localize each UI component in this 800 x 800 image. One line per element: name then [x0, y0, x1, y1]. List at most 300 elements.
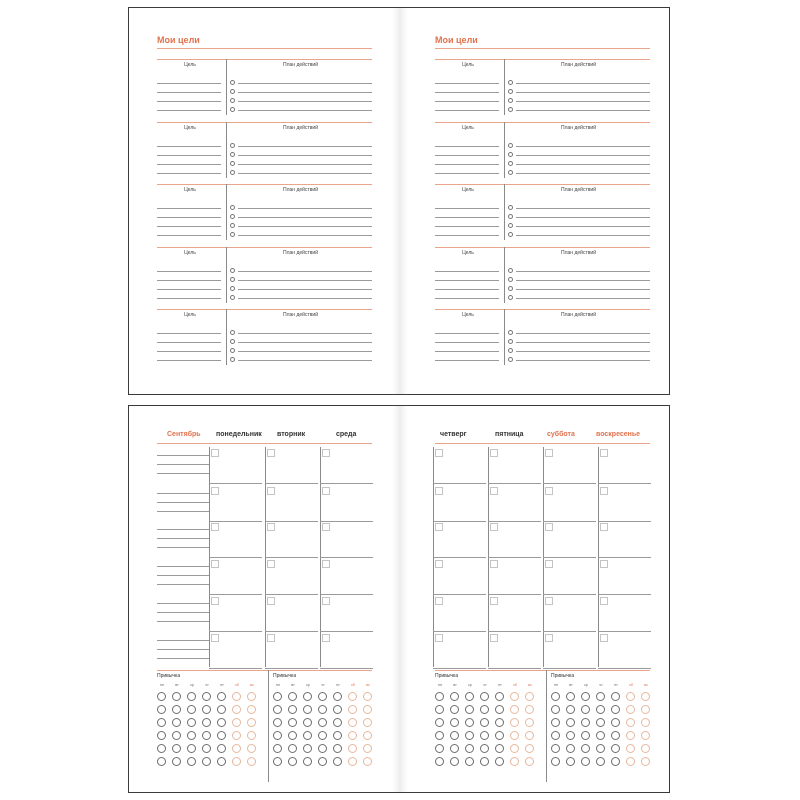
habit-circle-icon: [641, 718, 650, 727]
plan-write-line: [516, 226, 650, 227]
cell-bottom-line: [209, 557, 262, 558]
goal-write-line: [435, 360, 499, 361]
goal-label: Цель: [462, 62, 474, 68]
habit-circle-icon: [641, 731, 650, 740]
block-divider: [435, 247, 650, 248]
habit-circle-icon: [465, 692, 474, 701]
goal-write-line: [435, 146, 499, 147]
plan-write-line: [238, 235, 372, 236]
date-box: [435, 523, 443, 531]
checkbox-circle-icon: [230, 357, 235, 362]
date-box: [322, 597, 330, 605]
week-note-line: [157, 584, 209, 585]
week-note-line: [157, 538, 209, 539]
goal-write-line: [157, 271, 221, 272]
goal-write-line: [157, 217, 221, 218]
goal-write-line: [435, 173, 499, 174]
habit-label: Привычка: [157, 673, 181, 679]
cell-bottom-line: [488, 594, 541, 595]
goal-write-line: [435, 217, 499, 218]
plan-write-line: [238, 351, 372, 352]
habit-circle-icon: [480, 744, 489, 753]
day-header: понедельник: [216, 431, 262, 438]
goal-write-line: [157, 208, 221, 209]
habit-day-label: вт: [291, 683, 295, 687]
date-box: [545, 634, 553, 642]
checkbox-circle-icon: [508, 107, 513, 112]
plan-write-line: [238, 226, 372, 227]
checkbox-circle-icon: [508, 268, 513, 273]
habit-circle-icon: [247, 692, 256, 701]
habit-circle-icon: [202, 757, 211, 766]
checkbox-circle-icon: [230, 152, 235, 157]
cell-bottom-line: [433, 668, 486, 669]
plan-write-line: [238, 83, 372, 84]
habit-circle-icon: [157, 744, 166, 753]
goal-label: Цель: [184, 312, 196, 318]
habit-circle-icon: [435, 705, 444, 714]
checkbox-circle-icon: [230, 89, 235, 94]
plan-write-line: [238, 173, 372, 174]
goal-write-line: [157, 101, 221, 102]
goal-write-line: [157, 92, 221, 93]
goal-write-line: [435, 333, 499, 334]
checkbox-circle-icon: [508, 152, 513, 157]
plan-write-line: [516, 146, 650, 147]
checkbox-circle-icon: [508, 348, 513, 353]
habit-label: Привычка: [551, 673, 575, 679]
goal-write-line: [435, 235, 499, 236]
habit-day-label: вс: [250, 683, 254, 687]
day-header: четверг: [440, 431, 467, 438]
habit-circle-icon: [551, 718, 560, 727]
checkbox-circle-icon: [230, 268, 235, 273]
cell-bottom-line: [320, 594, 373, 595]
habit-circle-icon: [247, 744, 256, 753]
plan-write-line: [238, 333, 372, 334]
habit-circle-icon: [581, 692, 590, 701]
cell-bottom-line: [488, 668, 541, 669]
habit-circle-icon: [273, 705, 282, 714]
goal-block: [157, 184, 372, 240]
goal-write-line: [157, 226, 221, 227]
goals-spread: [128, 7, 670, 395]
date-box: [600, 523, 608, 531]
habit-circle-icon: [363, 718, 372, 727]
plan-label: План действий: [561, 187, 596, 193]
date-box: [322, 634, 330, 642]
habit-circle-icon: [435, 757, 444, 766]
goals-page-right: [407, 8, 670, 394]
goal-write-line: [435, 351, 499, 352]
checkbox-circle-icon: [230, 80, 235, 85]
habit-circle-icon: [450, 757, 459, 766]
habit-day-label: ср: [306, 683, 310, 687]
checkbox-circle-icon: [508, 330, 513, 335]
date-box: [211, 523, 219, 531]
checkbox-circle-icon: [508, 277, 513, 282]
habit-circle-icon: [611, 744, 620, 753]
habit-divider: [268, 670, 269, 782]
cell-bottom-line: [320, 557, 373, 558]
habit-circle-icon: [288, 692, 297, 701]
habit-circle-icon: [187, 757, 196, 766]
plan-write-line: [516, 155, 650, 156]
habit-circle-icon: [596, 692, 605, 701]
date-box: [490, 597, 498, 605]
habit-circle-icon: [157, 757, 166, 766]
plan-write-line: [238, 280, 372, 281]
habit-circle-icon: [510, 757, 519, 766]
date-box: [600, 560, 608, 568]
cell-bottom-line: [598, 668, 651, 669]
goal-label: Цель: [462, 249, 474, 256]
habit-circle-icon: [363, 692, 372, 701]
checkbox-circle-icon: [508, 232, 513, 237]
habit-circle-icon: [333, 705, 342, 714]
goal-write-line: [435, 208, 499, 209]
habit-circle-icon: [510, 744, 519, 753]
habit-circle-icon: [202, 705, 211, 714]
plan-write-line: [238, 164, 372, 165]
habit-circle-icon: [333, 731, 342, 740]
habit-circle-icon: [465, 757, 474, 766]
checkbox-circle-icon: [230, 223, 235, 228]
habit-circle-icon: [551, 744, 560, 753]
habit-day-label: пн: [554, 683, 558, 687]
habit-circle-icon: [566, 705, 575, 714]
checkbox-circle-icon: [230, 232, 235, 237]
date-box: [545, 597, 553, 605]
goal-block: [435, 184, 650, 240]
habit-circle-icon: [363, 705, 372, 714]
plan-write-line: [516, 280, 650, 281]
habit-circle-icon: [247, 731, 256, 740]
habit-circle-icon: [525, 692, 534, 701]
habit-circle-icon: [480, 731, 489, 740]
checkbox-circle-icon: [508, 89, 513, 94]
checkbox-circle-icon: [508, 143, 513, 148]
checkbox-circle-icon: [230, 339, 235, 344]
date-box: [211, 560, 219, 568]
cell-bottom-line: [433, 521, 486, 522]
day-header: воскресенье: [596, 431, 641, 438]
cell-bottom-line: [320, 631, 373, 632]
week-note-line: [157, 658, 209, 659]
date-box: [490, 523, 498, 531]
goal-label: Цель: [462, 187, 474, 193]
habit-circle-icon: [217, 718, 226, 727]
habit-day-label: вс: [528, 683, 532, 687]
habit-circle-icon: [510, 705, 519, 714]
goals-page-left: [129, 8, 393, 394]
habit-circle-icon: [247, 718, 256, 727]
day-header: суббота: [547, 431, 575, 438]
cell-bottom-line: [433, 594, 486, 595]
habit-circle-icon: [348, 731, 357, 740]
checkbox-circle-icon: [230, 295, 235, 300]
habit-day-label: пт: [498, 683, 502, 687]
plan-label: План действий: [561, 249, 596, 256]
habit-circle-icon: [465, 718, 474, 727]
habit-label: Привычка: [273, 673, 297, 679]
plan-write-line: [516, 289, 650, 290]
block-divider: [435, 122, 650, 123]
habit-day-label: вс: [366, 683, 370, 687]
habit-day-label: сб: [351, 683, 355, 687]
goal-write-line: [157, 235, 221, 236]
habit-circle-icon: [566, 731, 575, 740]
habit-circle-icon: [172, 757, 181, 766]
column-divider: [226, 247, 227, 303]
title-rule: [435, 48, 650, 49]
cell-bottom-line: [320, 668, 373, 669]
book-gutter: [392, 406, 408, 792]
checkbox-circle-icon: [230, 214, 235, 219]
habit-circle-icon: [172, 718, 181, 727]
habit-circle-icon: [495, 744, 504, 753]
date-box: [211, 634, 219, 642]
checkbox-circle-icon: [230, 107, 235, 112]
plan-label: План действий: [283, 249, 318, 256]
goal-block: [157, 309, 372, 365]
date-box: [435, 487, 443, 495]
date-box: [322, 449, 330, 457]
checkbox-circle-icon: [508, 214, 513, 219]
goal-write-line: [435, 110, 499, 111]
block-divider: [435, 309, 650, 310]
habit-circle-icon: [157, 718, 166, 727]
plan-write-line: [516, 342, 650, 343]
checkbox-circle-icon: [230, 205, 235, 210]
habit-circle-icon: [626, 692, 635, 701]
habit-circle-icon: [626, 744, 635, 753]
checkbox-circle-icon: [508, 80, 513, 85]
week-note-line: [157, 621, 209, 622]
goal-write-line: [157, 155, 221, 156]
habit-circle-icon: [581, 705, 590, 714]
habit-tracker: [435, 672, 535, 782]
habit-circle-icon: [318, 718, 327, 727]
habit-circle-icon: [187, 731, 196, 740]
plan-label: План действий: [561, 124, 596, 131]
goal-write-line: [157, 289, 221, 290]
week-note-line: [157, 575, 209, 576]
date-box: [211, 597, 219, 605]
date-box: [435, 634, 443, 642]
habit-day-label: пн: [276, 683, 280, 687]
date-box: [267, 449, 275, 457]
date-box: [545, 523, 553, 531]
habit-circle-icon: [348, 692, 357, 701]
habit-circle-icon: [626, 731, 635, 740]
habit-circle-icon: [510, 718, 519, 727]
goal-write-line: [157, 83, 221, 84]
habit-circle-icon: [435, 692, 444, 701]
habit-day-label: пт: [614, 683, 618, 687]
habit-circle-icon: [465, 705, 474, 714]
goal-write-line: [435, 226, 499, 227]
goal-block: [435, 309, 650, 365]
goal-block: [435, 59, 650, 115]
habit-circle-icon: [303, 692, 312, 701]
habit-circle-icon: [172, 731, 181, 740]
column-divider: [226, 184, 227, 240]
habit-circle-icon: [217, 744, 226, 753]
column-divider: [504, 309, 505, 365]
goal-label: Цель: [462, 312, 474, 318]
habit-circle-icon: [273, 757, 282, 766]
habit-circle-icon: [626, 718, 635, 727]
block-divider: [435, 59, 650, 60]
habit-circle-icon: [202, 718, 211, 727]
habit-circle-icon: [232, 757, 241, 766]
habit-circle-icon: [288, 757, 297, 766]
week-note-line: [157, 612, 209, 613]
plan-write-line: [516, 298, 650, 299]
plan-write-line: [516, 208, 650, 209]
week-note-line: [157, 529, 209, 530]
habit-circle-icon: [626, 757, 635, 766]
title-rule: [157, 48, 372, 49]
habit-circle-icon: [157, 705, 166, 714]
cell-bottom-line: [543, 594, 596, 595]
date-box: [600, 597, 608, 605]
habit-circle-icon: [363, 744, 372, 753]
habit-circle-icon: [288, 718, 297, 727]
goal-write-line: [157, 333, 221, 334]
habit-circle-icon: [172, 705, 181, 714]
habit-circle-icon: [551, 692, 560, 701]
plan-write-line: [238, 92, 372, 93]
habit-label: Привычка: [435, 673, 459, 679]
habit-circle-icon: [348, 757, 357, 766]
habit-circle-icon: [232, 705, 241, 714]
habit-circle-icon: [157, 731, 166, 740]
checkbox-circle-icon: [230, 348, 235, 353]
habit-day-label: вт: [175, 683, 179, 687]
habit-circle-icon: [596, 705, 605, 714]
checkbox-circle-icon: [508, 223, 513, 228]
cell-bottom-line: [598, 483, 651, 484]
habit-circle-icon: [318, 731, 327, 740]
cell-bottom-line: [488, 483, 541, 484]
habit-circle-icon: [435, 718, 444, 727]
block-divider: [435, 184, 650, 185]
habit-circle-icon: [333, 718, 342, 727]
habit-tracker: [273, 672, 373, 782]
cell-bottom-line: [598, 521, 651, 522]
week-note-line: [157, 455, 209, 456]
goal-block: [157, 122, 372, 178]
day-header: среда: [336, 431, 357, 438]
cell-bottom-line: [543, 668, 596, 669]
checkbox-circle-icon: [508, 357, 513, 362]
habit-circle-icon: [495, 705, 504, 714]
habit-circle-icon: [480, 692, 489, 701]
habit-circle-icon: [333, 757, 342, 766]
goal-write-line: [435, 101, 499, 102]
plan-write-line: [238, 298, 372, 299]
cell-bottom-line: [598, 631, 651, 632]
column-divider: [504, 122, 505, 178]
habit-circle-icon: [596, 744, 605, 753]
date-box: [435, 449, 443, 457]
date-box: [435, 560, 443, 568]
goal-write-line: [157, 110, 221, 111]
habit-circle-icon: [611, 757, 620, 766]
plan-write-line: [238, 101, 372, 102]
habit-circle-icon: [495, 692, 504, 701]
plan-write-line: [238, 208, 372, 209]
habit-circle-icon: [641, 692, 650, 701]
book-gutter: [392, 8, 408, 394]
goal-label: Цель: [184, 187, 196, 193]
habit-circle-icon: [318, 757, 327, 766]
goal-block: [157, 59, 372, 115]
cell-bottom-line: [543, 521, 596, 522]
cell-bottom-line: [543, 631, 596, 632]
habit-circle-icon: [273, 744, 282, 753]
habit-circle-icon: [581, 744, 590, 753]
habit-circle-icon: [611, 718, 620, 727]
plan-write-line: [238, 271, 372, 272]
habit-circle-icon: [566, 718, 575, 727]
habit-day-label: пн: [438, 683, 442, 687]
habit-circle-icon: [435, 744, 444, 753]
habit-circle-icon: [157, 692, 166, 701]
calendar-page-left: [129, 406, 393, 792]
plan-write-line: [516, 235, 650, 236]
habit-tracker: [551, 672, 651, 782]
week-note-line: [157, 502, 209, 503]
goal-write-line: [157, 351, 221, 352]
habit-circle-icon: [288, 744, 297, 753]
plan-write-line: [516, 271, 650, 272]
habit-circle-icon: [232, 731, 241, 740]
goal-write-line: [157, 164, 221, 165]
habit-circle-icon: [217, 757, 226, 766]
habit-day-label: вт: [453, 683, 457, 687]
cell-bottom-line: [265, 594, 318, 595]
habit-circle-icon: [318, 692, 327, 701]
habit-circle-icon: [450, 731, 459, 740]
column-divider: [504, 247, 505, 303]
checkbox-circle-icon: [230, 286, 235, 291]
column-divider: [226, 122, 227, 178]
habit-circle-icon: [187, 744, 196, 753]
habit-day-label: пн: [160, 683, 164, 687]
habit-circle-icon: [202, 744, 211, 753]
plan-write-line: [516, 83, 650, 84]
habit-circle-icon: [303, 744, 312, 753]
date-box: [267, 523, 275, 531]
habit-circle-icon: [495, 757, 504, 766]
checkbox-circle-icon: [508, 286, 513, 291]
habit-circle-icon: [450, 692, 459, 701]
goal-write-line: [157, 146, 221, 147]
habit-circle-icon: [566, 757, 575, 766]
habit-circle-icon: [581, 731, 590, 740]
date-box: [545, 487, 553, 495]
page-title: Мои цели: [435, 35, 478, 45]
habit-circle-icon: [202, 692, 211, 701]
block-divider: [157, 59, 372, 60]
habit-circle-icon: [217, 692, 226, 701]
day-header: вторник: [277, 431, 306, 438]
habit-circle-icon: [611, 692, 620, 701]
habit-day-label: чт: [321, 683, 325, 687]
